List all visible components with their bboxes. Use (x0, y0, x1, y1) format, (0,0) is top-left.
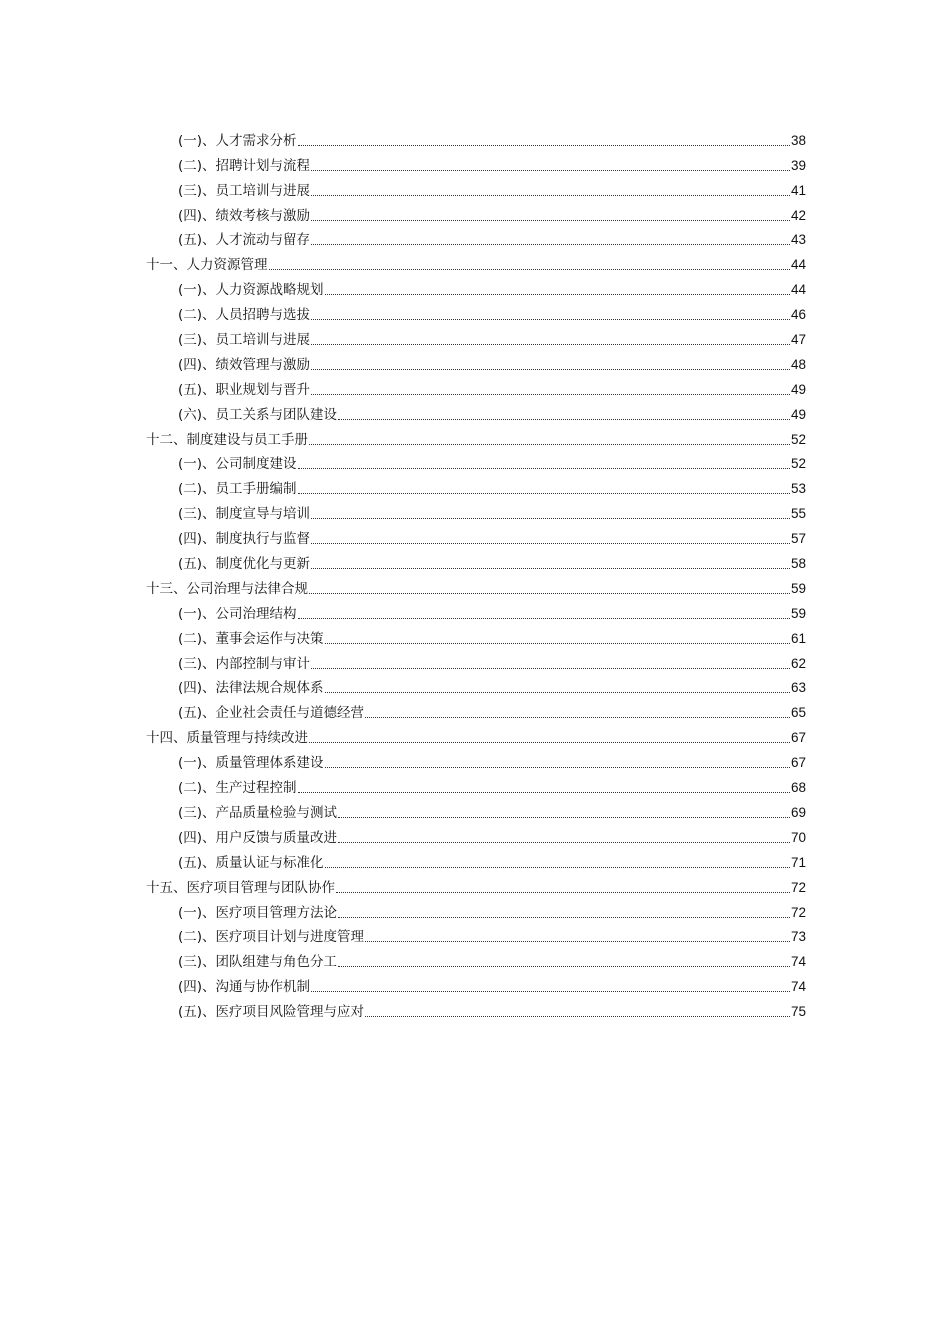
toc-entry-title: 十一、人力资源管理 (146, 257, 268, 274)
toc-section-entry[interactable] (146, 200, 806, 225)
toc-page-number: 38 (790, 132, 806, 148)
toc-page-number: 39 (790, 157, 806, 173)
toc-dot-leader (298, 468, 790, 469)
toc-dot-leader (311, 319, 790, 320)
toc-dot-leader (311, 518, 790, 519)
toc-dot-leader (338, 966, 790, 967)
toc-dot-leader (338, 419, 790, 420)
toc-section-entry[interactable] (146, 897, 806, 922)
toc-dot-leader (311, 668, 790, 669)
toc-dot-leader (311, 244, 790, 245)
toc-dot-leader (311, 568, 790, 569)
toc-entry-title: 十四、质量管理与持续改进 (146, 730, 308, 747)
toc-page-number: 49 (790, 406, 806, 422)
toc-section-entry[interactable] (146, 324, 806, 349)
toc-page-number: 68 (790, 780, 806, 796)
toc-section-entry[interactable] (146, 922, 806, 947)
toc-section-entry[interactable] (146, 498, 806, 523)
toc-dot-leader (311, 543, 790, 544)
toc-dot-leader (309, 742, 790, 743)
toc-entry-title: (五)、企业社会责任与道德经营 (178, 705, 365, 722)
toc-page-number: 53 (790, 481, 806, 497)
toc-page-number: 42 (790, 207, 806, 223)
toc-dot-leader (311, 369, 790, 370)
toc-section-entry[interactable] (146, 449, 806, 474)
toc-section-entry[interactable] (146, 150, 806, 175)
toc-page-number: 69 (790, 804, 806, 820)
toc-entry-title: (一)、公司治理结构 (178, 605, 297, 622)
toc-section-entry[interactable] (146, 946, 806, 971)
toc-page-number: 46 (790, 307, 806, 323)
toc-page-number: 52 (790, 431, 806, 447)
toc-entry-title: (四)、制度执行与监督 (178, 531, 311, 548)
toc-page-number: 49 (790, 381, 806, 397)
toc-dot-leader (325, 867, 790, 868)
toc-dot-leader (325, 643, 790, 644)
toc-page-number: 47 (790, 332, 806, 348)
toc-page-number: 74 (790, 954, 806, 970)
toc-entry-title: (二)、员工手册编制 (178, 481, 297, 498)
toc-dot-leader (309, 593, 790, 594)
toc-section-entry[interactable] (146, 125, 806, 150)
toc-page-number: 44 (790, 282, 806, 298)
toc-entry-title: (一)、人力资源战略规划 (178, 282, 324, 299)
toc-entry-title: (三)、内部控制与审计 (178, 655, 311, 672)
toc-entry-title: (二)、生产过程控制 (178, 780, 297, 797)
toc-section-entry[interactable] (146, 299, 806, 324)
toc-section-entry[interactable] (146, 399, 806, 424)
toc-dot-leader (338, 917, 790, 918)
toc-entry-title: (一)、医疗项目管理方法论 (178, 904, 338, 921)
toc-section-entry[interactable] (146, 996, 806, 1021)
toc-dot-leader (325, 692, 790, 693)
toc-entry-title: (一)、公司制度建设 (178, 456, 297, 473)
toc-section-entry[interactable] (146, 225, 806, 250)
toc-dot-leader (325, 294, 790, 295)
toc-page-number: 72 (790, 879, 806, 895)
toc-entry-title: (三)、团队组建与角色分工 (178, 954, 338, 971)
toc-section-entry[interactable] (146, 598, 806, 623)
toc-page-number: 55 (790, 506, 806, 522)
toc-entry-title: (二)、董事会运作与决策 (178, 630, 324, 647)
toc-section-entry[interactable] (146, 797, 806, 822)
toc-dot-leader (311, 170, 790, 171)
toc-dot-leader (269, 269, 790, 270)
toc-page-number: 58 (790, 556, 806, 572)
toc-chapter-entry[interactable] (146, 722, 806, 747)
toc-entry-title: (四)、绩效管理与激励 (178, 356, 311, 373)
toc-entry-title: (二)、招聘计划与流程 (178, 157, 311, 174)
toc-page-number: 59 (790, 580, 806, 596)
toc-section-entry[interactable] (146, 623, 806, 648)
toc-section-entry[interactable] (146, 971, 806, 996)
toc-section-entry[interactable] (146, 548, 806, 573)
toc-page-number: 48 (790, 356, 806, 372)
toc-dot-leader (365, 717, 790, 718)
toc-dot-leader (365, 941, 790, 942)
toc-section-entry[interactable] (146, 349, 806, 374)
toc-chapter-entry[interactable] (146, 424, 806, 449)
toc-dot-leader (325, 767, 790, 768)
toc-dot-leader (338, 842, 790, 843)
toc-page-number: 43 (790, 232, 806, 248)
toc-page-number: 44 (790, 257, 806, 273)
toc-section-entry[interactable] (146, 697, 806, 722)
toc-section-entry[interactable] (146, 847, 806, 872)
toc-dot-leader (311, 991, 790, 992)
toc-entry-title: (六)、员工关系与团队建设 (178, 406, 338, 423)
toc-section-entry[interactable] (146, 772, 806, 797)
toc-dot-leader (365, 1016, 790, 1017)
toc-chapter-entry[interactable] (146, 573, 806, 598)
toc-page-number: 67 (790, 755, 806, 771)
toc-section-entry[interactable] (146, 374, 806, 399)
toc-entry-title: (四)、沟通与协作机制 (178, 979, 311, 996)
toc-entry-title: (五)、职业规划与晋升 (178, 381, 311, 398)
toc-entry-title: (一)、人才需求分析 (178, 132, 297, 149)
toc-entry-title: (三)、制度宣导与培训 (178, 506, 311, 523)
toc-dot-leader (298, 618, 790, 619)
toc-entry-title: (四)、用户反馈与质量改进 (178, 829, 338, 846)
toc-page-number: 57 (790, 531, 806, 547)
toc-dot-leader (311, 220, 790, 221)
toc-section-entry[interactable] (146, 274, 806, 299)
toc-entry-title: (五)、医疗项目风险管理与应对 (178, 1004, 365, 1021)
toc-entry-title: (二)、人员招聘与选拔 (178, 307, 311, 324)
toc-page-number: 72 (790, 904, 806, 920)
toc-chapter-entry[interactable] (146, 872, 806, 897)
toc-section-entry[interactable] (146, 648, 806, 673)
toc-entry-title: (五)、制度优化与更新 (178, 556, 311, 573)
toc-section-entry[interactable] (146, 175, 806, 200)
toc-section-entry[interactable] (146, 673, 806, 698)
toc-entry-title: (四)、绩效考核与激励 (178, 207, 311, 224)
toc-entry-title: (五)、人才流动与留存 (178, 232, 311, 249)
toc-page-number: 52 (790, 456, 806, 472)
toc-page-number: 70 (790, 829, 806, 845)
toc-page-number: 61 (790, 630, 806, 646)
toc-page-number: 62 (790, 655, 806, 671)
toc-page-number: 71 (790, 854, 806, 870)
toc-entry-title: 十五、医疗项目管理与团队协作 (146, 879, 335, 896)
toc-page-number: 73 (790, 929, 806, 945)
toc-section-entry[interactable] (146, 473, 806, 498)
toc-chapter-entry[interactable] (146, 249, 806, 274)
toc-dot-leader (338, 817, 790, 818)
toc-entry-title: (一)、质量管理体系建设 (178, 755, 324, 772)
toc-page-number: 67 (790, 730, 806, 746)
toc-entry-title: 十二、制度建设与员工手册 (146, 431, 308, 448)
toc-dot-leader (298, 792, 790, 793)
toc-page-number: 75 (790, 1004, 806, 1020)
toc-page-number: 74 (790, 979, 806, 995)
toc-dot-leader (311, 195, 790, 196)
toc-dot-leader (298, 493, 790, 494)
toc-dot-leader (309, 444, 790, 445)
toc-dot-leader (336, 892, 790, 893)
toc-dot-leader (311, 394, 790, 395)
toc-entry-title: (四)、法律法规合规体系 (178, 680, 324, 697)
toc-section-entry[interactable] (146, 822, 806, 847)
toc-section-entry[interactable] (146, 523, 806, 548)
toc-entry-title: (二)、医疗项目计划与进度管理 (178, 929, 365, 946)
toc-page-number: 65 (790, 705, 806, 721)
toc-dot-leader (298, 145, 790, 146)
toc-page-number: 59 (790, 605, 806, 621)
table-of-contents (146, 125, 806, 1021)
toc-page-number: 63 (790, 680, 806, 696)
toc-entry-title: (五)、质量认证与标准化 (178, 854, 324, 871)
toc-entry-title: 十三、公司治理与法律合规 (146, 580, 308, 597)
toc-entry-title: (三)、员工培训与进展 (178, 182, 311, 199)
toc-dot-leader (311, 344, 790, 345)
toc-page-number: 41 (790, 182, 806, 198)
toc-entry-title: (三)、员工培训与进展 (178, 332, 311, 349)
toc-section-entry[interactable] (146, 747, 806, 772)
toc-entry-title: (三)、产品质量检验与测试 (178, 804, 338, 821)
